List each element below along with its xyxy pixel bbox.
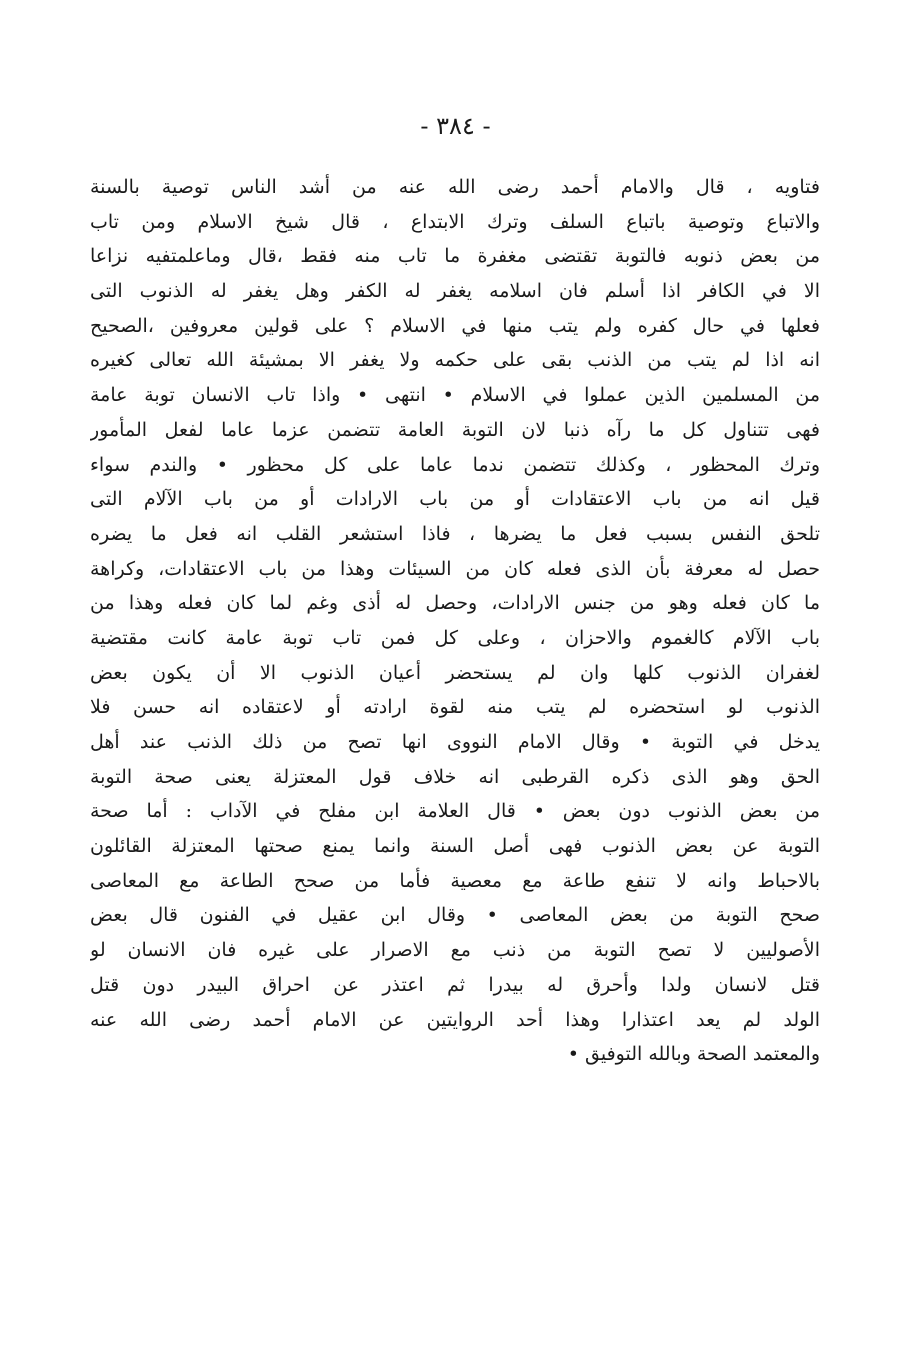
text-line: انه اذا لم يتب من الذنب بقى على حكمه ولا يغفر الا بمشيئة الله تعالى كغيره bbox=[90, 349, 820, 372]
text-line: صحح التوبة من بعض المعاصى • وقال ابن عقيل في الفنون قال بعض bbox=[90, 904, 820, 927]
text-line: حصل له معرفة بأن الذى فعله كان من السيئات وهذا من باب الاعتقادات، وكراهة bbox=[90, 557, 820, 580]
body-text bbox=[90, 170, 820, 1072]
text-line: بالاحباط وانه لا تنفع طاعة مع معصية فأما من صحح الطاعة مع المعاصى bbox=[90, 869, 820, 892]
text-line: الولد لم يعد اعتذارا وهذا أحد الروايتين عن الامام أحمد رضى الله عنه bbox=[90, 1008, 820, 1031]
text-line: التوبة عن بعض الذنوب فهى أصل السنة وانما يمنع صحتها المعتزلة القائلون bbox=[90, 835, 820, 858]
text-line: قتل لانسان ولدا وأحرق له بيدرا ثم اعتذر عن احراق البيدر دون قتل bbox=[90, 973, 820, 996]
text-line: من المسلمين الذين عملوا في الاسلام • انتهى • واذا تاب الانسان توبة عامة bbox=[90, 384, 820, 407]
text-line: قيل انه من باب الاعتقادات أو من باب الارادات أو من باب الآلام التى bbox=[90, 488, 820, 511]
text-line: والاتباع وتوصية باتباع السلف وترك الابتداع ، قال شيخ الاسلام ومن تاب bbox=[90, 210, 820, 233]
text-line: الا في الكافر اذا أسلم فان اسلامه يغفر له الكفر وهل يغفر له الذنوب التى bbox=[90, 280, 820, 303]
text-line: باب الآلام كالغموم والاحزان ، وعلى كل فمن تاب توبة عامة كانت مقتضية bbox=[90, 626, 820, 649]
text-line: لغفران الذنوب كلها وان لم يستحضر أعيان الذنوب الا أن يكون بعض bbox=[90, 661, 820, 684]
text-line: فعلها في حال كفره ولم يتب منها في الاسلام ؟ على قولين معروفين ،الصحيح bbox=[90, 314, 820, 337]
text-line: الأصوليين لا تصح التوبة من ذنب مع الاصرار على غيره فان الانسان لو bbox=[90, 939, 820, 962]
text-line: تلحق النفس بسبب فعل ما يضرها ، فاذا استشعر القلب انه فعل ما يضره bbox=[90, 522, 820, 545]
text-line: من بعض ذنوبه فالتوبة تقتضى مغفرة ما تاب منه فقط ،قال وماعلمتفيه نزاعا bbox=[90, 245, 820, 268]
page-number: - ٣٨٤ - bbox=[420, 112, 491, 140]
text-line: ما كان فعله وهو من جنس الارادات، وحصل له أذى وغم لما كان فعله وهذا من bbox=[90, 592, 820, 615]
text-line: وترك المحظور ، وكذلك تتضمن ندما عاما على كل محظور • والندم سواء bbox=[90, 453, 820, 476]
text-line: فتاويه ، قال والامام أحمد رضى الله عنه من أشد الناس توصية بالسنة bbox=[90, 176, 820, 198]
text-line: الذنوب لو استحضره لم يتب منه لقوة ارادته أو لاعتقاده انه حسن فلا bbox=[90, 696, 820, 719]
text-line: من بعض الذنوب دون بعض • قال العلامة ابن مفلح في الآداب : أما صحة bbox=[90, 800, 820, 823]
text-line: يدخل في التوبة • وقال الامام النووى انها تصح من ذلك الذنب عند أهل bbox=[90, 731, 820, 753]
text-line: الحق وهو الذى ذكره القرطبى انه خلاف قول المعتزلة يعنى صحة التوبة bbox=[90, 765, 820, 788]
text-line: فهى تتناول كل ما رآه ذنبا لان التوبة العامة تتضمن عزما عاما لفعل المأمور bbox=[90, 418, 820, 441]
text-line-last: والمعتمد الصحة وبالله التوفيق • bbox=[567, 1043, 820, 1066]
